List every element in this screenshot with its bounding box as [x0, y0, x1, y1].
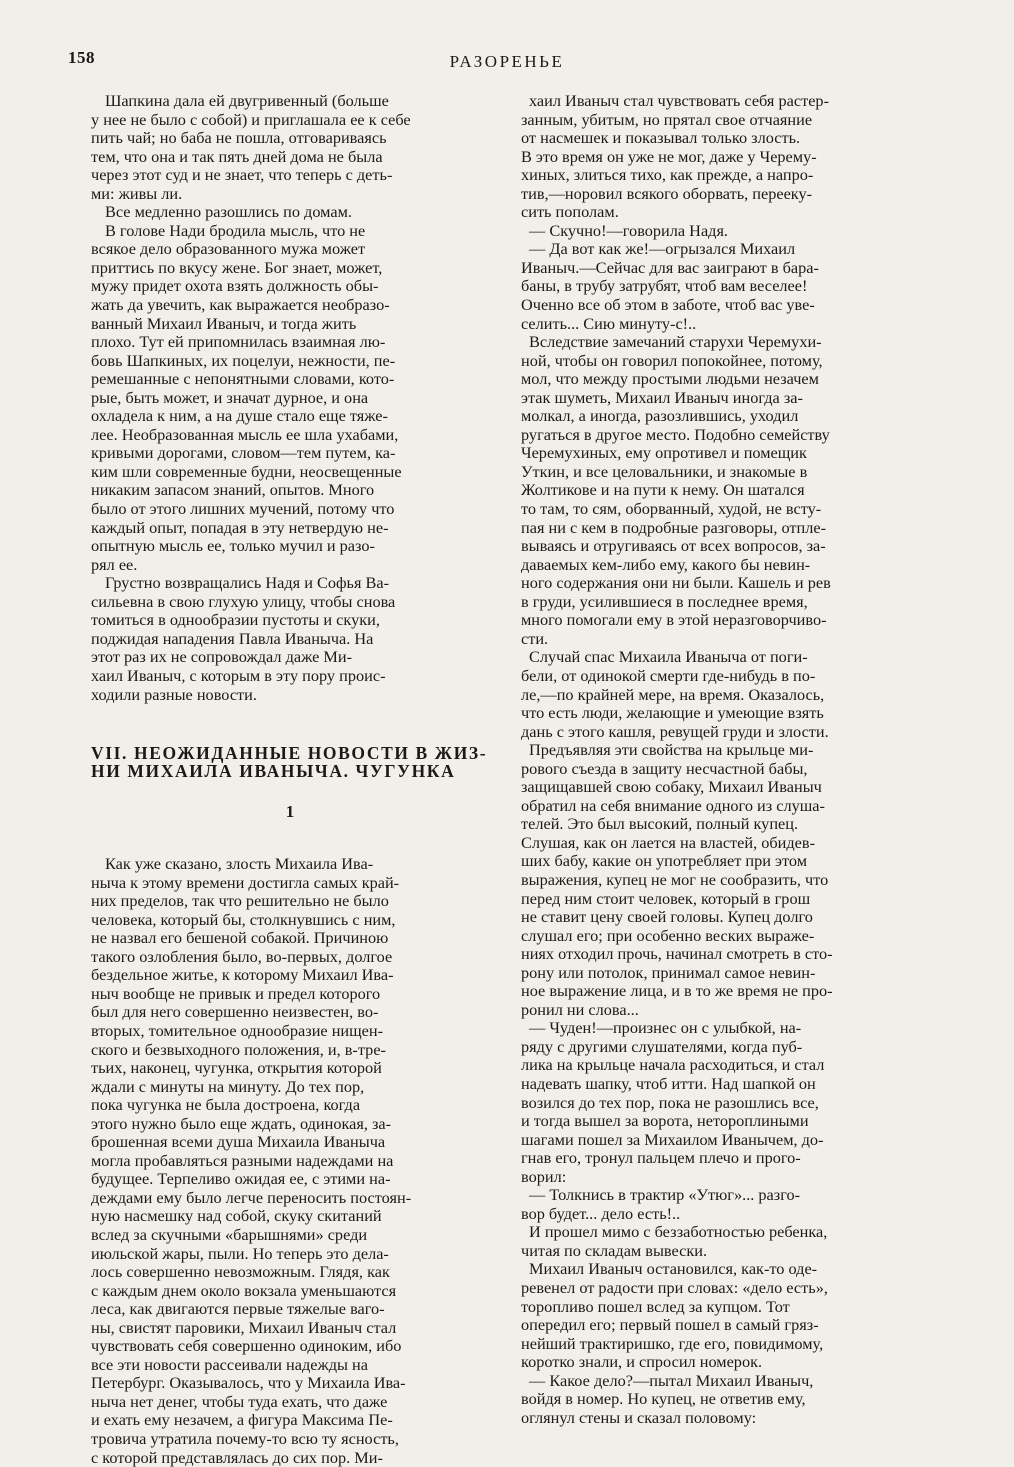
running-title: РАЗОРЕНЬЕ	[449, 52, 565, 71]
paragraph: Михаил Иваныч остановился, как-то оде- ревенел от радости при словах: «дело есть», торопливо пошел вслед за купцом. Тот опередил его; первый пошел в самый гряз- нейший трактиришко, где его, повидимому, коротко знали, и спросил номерок.	[521, 1259, 828, 1372]
paragraph: Все медленно разошлись по домам.	[105, 202, 352, 222]
paragraph: Случай спас Михаила Иваныча от поги- бели, от одинокой смерти где-нибудь в по- ле,—по крайней мере, на время. Оказалось, что есть люди, желающие и умеющие взять дань с этого кашля, ревущей груди и злости.	[521, 647, 829, 741]
paragraph: Как уже сказано, злость Михаила Ива- ныча к этому времени достигла самых край- них пределов, так что решительно не было человека, который бы, столкнувшись с ним, не назвал его бешеной собакой. Причиною такого озлобления было, во-первых, долгое бездельное житье, к которому Михаил Ива- ныч вообще не привык и предел которого был для него совершенно неизвестен, во- вторых, томительное однообразие нищен- ского и безвыходного положения, и, в-тре- тьих, наконец, чугунка, открытия которой ждали с минуты на минуту. До тех пор, пока чугунка не была достроена, когда этого нужно было еще ждать, одинокая, за- брошенная всеми душа Михаила Иваныча могла пробавляться разными надеждами на будущее. Терпеливо ожидая ее, с этими на- деждами ему было легче переносить постоян- ную насмешку над собой, скуку скитаний вслед за скучными «барышнями» среди июльской жары, пыли. Но теперь это дела- лось совершенно невозможным. Глядя, как с каждым днем около вокзала уменьшаются леса, как двигаются первые тяжелые ваго- ны, свистят паровики, Михаил Иваныч стал чувствовать себя совершенно одиноким, ибо все эти новости рассеивали надежды на Петербург. Оказывалось, что у Михаила Ива- ныча нет денег, чтобы туда ехать, что даже и ехать ему незачем, а фигура Максима Пе- тровича утратила почему-то всю ту ясность, с которой представлялась до сих пор. Ми-	[91, 854, 412, 1467]
paragraph: хаил Иваныч стал чувствовать себя растер- занным, убитым, но прятал свое отчаяние от насмешек и показывал только злость. В это время он уже не мог, даже у Черему- хиных, злиться тихо, как прежде, а напро- тив,—норовил всякого оборвать, перееку- сить пополам.	[521, 91, 829, 222]
paragraph: И прошел мимо с беззаботностью ребенка, читая по складам вывески.	[521, 1222, 828, 1260]
paragraph: Предъявляя эти свойства на крыльце ми- рового съезда в защиту несчастной бабы, защищавшей свою собаку, Михаил Иваныч обратил на себя внимание одного из слуша- телей. Это был высокий, полный купец. Слушая, как он лается на властей, обидев- ших бабу, какие он употребляет при этом выражения, купец не мог не сообразить, что перед ним стоит человек, который в грош не ставит цену своей головы. Купец долго слушал его; при особенно веских выраже- ниях отходил прочь, начинал смотреть в сто- рону или потолок, принимал самое невин- ное выражение лица, и в то же время не про- ронил ни слова...	[521, 740, 833, 1019]
paragraph: — Чуден!—произнес он с улыбкой, на- ряду с другими слушателями, когда пуб- лика на крыльце начала расходиться, и стал надевать шапку, чтоб итти. Над шапкой он возился до тех пор, пока не разошлись все, и тогда вышел за ворота, нетороплиными шагами пошел за Михаилом Иванычем, до- гнав его, тронул пальцем плечо и прого- ворил:	[521, 1018, 825, 1186]
chapter-title: VII. НЕОЖИДАННЫЕ НОВОСТИ В ЖИЗ- НИ МИХАИЛА ИВАНЫЧА. ЧУГУНКА	[91, 743, 488, 782]
section-number: 1	[285, 802, 295, 822]
right-column	[521, 92, 945, 1427]
paragraph: — Толкнись в трактир «Утюг»... разго- вор будет... дело есть!..	[521, 1185, 801, 1223]
paragraph: Шапкина дала ей двугривенный (больше у нее не было с собой) и приглашала ее к себе пить чай; но баба не пошла, отговариваясь тем, что она и так пять дней дома не была через этот суд и не знает, что теперь с деть- ми: живы ли.	[91, 91, 411, 203]
left-column	[91, 92, 489, 1467]
paragraph: — Какое дело?—пытал Михаил Иваныч, войдя в номер. Но купец, не ответив ему, оглянул стены и сказал половому:	[521, 1370, 814, 1427]
paragraph: Вследствие замечаний старухи Черемухи- ной, чтобы он говорил попокойнее, потому, мол, что между простыми людьми незачем этак шуметь, Михаил Иваныч иногда за- молкал, а иногда, разозлившись, уходил ругаться в другое место. Подобно семейству Черемухиных, ему опротивел и помещик Уткин, и все целовальники, и знакомые в Жолтикове и на пути к нему. Он шатался то там, то сям, оборванный, худой, не всту- пая ни с кем в подробные разговоры, отпле- вываясь и отругиваясь от всех вопросов, за- даваемых кем-либо ему, какого бы невин- ного содержания они ни были. Кашель и рев в груди, усилившиеся в последнее время, много помогали ему в этой неразговорчиво- сти.	[521, 332, 831, 648]
paragraph: — Да вот как же!—огрызался Михаил Иваныч.—Сейчас для вас заиграют в бара- баны, в трубу затрубят, чтоб вам веселее! Оченно все об этом в заботе, чтоб вас уве- селить... Сию минуту-с!..	[521, 239, 819, 333]
paragraph: Грустно возвращались Надя и Софья Ва- сильевна в свою глухую улицу, чтобы снова томиться в однообразии пустоты и скуки, поджидая нападения Павла Иваныча. На этот раз их не сопровождал даже Ми- хаил Иваныч, с которым в эту пору проис- ходили разные новости.	[91, 573, 396, 704]
paragraph: В голове Нади бродила мысль, что не всякое дело образованного мужа может приттись по вкусу жене. Бог знает, может, мужу придет охота взять должность обы- жать да увечить, как выражается необразо- ванный Михаил Иваныч, и тогда жить плохо. Тут ей припомнилась взаимная лю- бовь Шапкиных, их поцелуи, нежности, пе- ремешанные с непонятными словами, кото- рые, быть может, и значат дурное, и она охладела к ним, а на душе стало еще тяже- лее. Необразованная мысль ее шла ухабами, кривыми дорогами, словом—тем путем, ка- ким шли современные будни, неосвещенные никаким запасом знаний, опытов. Много было от этого лишних мучений, потому что каждый опыт, попадая в эту нетвердую не- опытную мысль ее, только мучил и разо- рял ее.	[91, 220, 402, 574]
page-number: 158	[68, 48, 95, 67]
paragraph: — Скучно!—говорила Надя.	[529, 220, 729, 240]
